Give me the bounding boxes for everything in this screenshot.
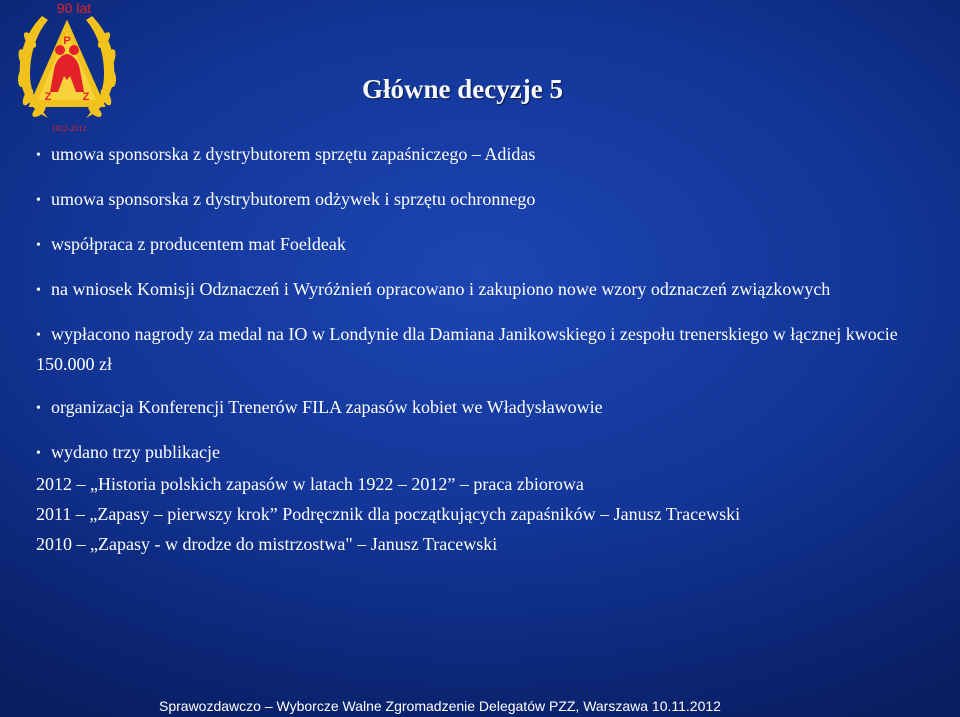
logo-letter-z-right: Z: [82, 91, 90, 103]
bullet-item: • wydano trzy publikacje: [36, 438, 926, 468]
slide-title: Główne decyzje 5: [362, 74, 563, 104]
logo-years-text: 1922-2012: [51, 124, 87, 133]
bullet-item: • organizacja Konferencji Trenerów FILA zapasów kobiet we Władysławowie: [36, 393, 926, 423]
bullet-item: • współpraca z producentem mat Foeldeak: [36, 230, 926, 260]
bullet-item: • umowa sponsorska z dystrybutorem odżywek i sprzętu ochronnego: [36, 185, 926, 215]
publication-item: 2011 – „Zapasy – pierwszy krok” Podręcznik dla początkujących zapaśników – Janusz Tracewski: [36, 504, 741, 524]
bullet-item: • umowa sponsorska z dystrybutorem sprzętu zapaśniczego – Adidas: [36, 140, 926, 170]
pzz-90-years-emblem-icon: [8, 0, 126, 136]
slide-content: [36, 140, 926, 558]
logo-letter-z-left: Z: [44, 91, 52, 103]
pzz-logo: [8, 0, 126, 136]
publication-item: 2012 – „Historia polskich zapasów w latach 1922 – 2012” – praca zbiorowa: [36, 474, 584, 494]
logo-anniversary-text: 90 lat: [56, 0, 92, 16]
logo-letter-p: P: [63, 35, 71, 47]
bullet-item: • wypłacono nagrody za medal na IO w Londynie dla Damiana Janikowskiego i zespołu trenerskiego w łącznej kwocie 150.000 zł: [36, 320, 926, 378]
publication-item: 2010 – „Zapasy - w drodze do mistrzostwa" – Janusz Tracewski: [36, 534, 498, 554]
bullet-item: • na wniosek Komisji Odznaczeń i Wyróżnień opracowano i zakupiono nowe wzory odznaczeń związkowych: [36, 275, 926, 305]
slide-footer: Sprawozdawczo – Wyborcze Walne Zgromadzenie Delegatów PZZ, Warszawa 10.11.2012: [159, 698, 721, 714]
